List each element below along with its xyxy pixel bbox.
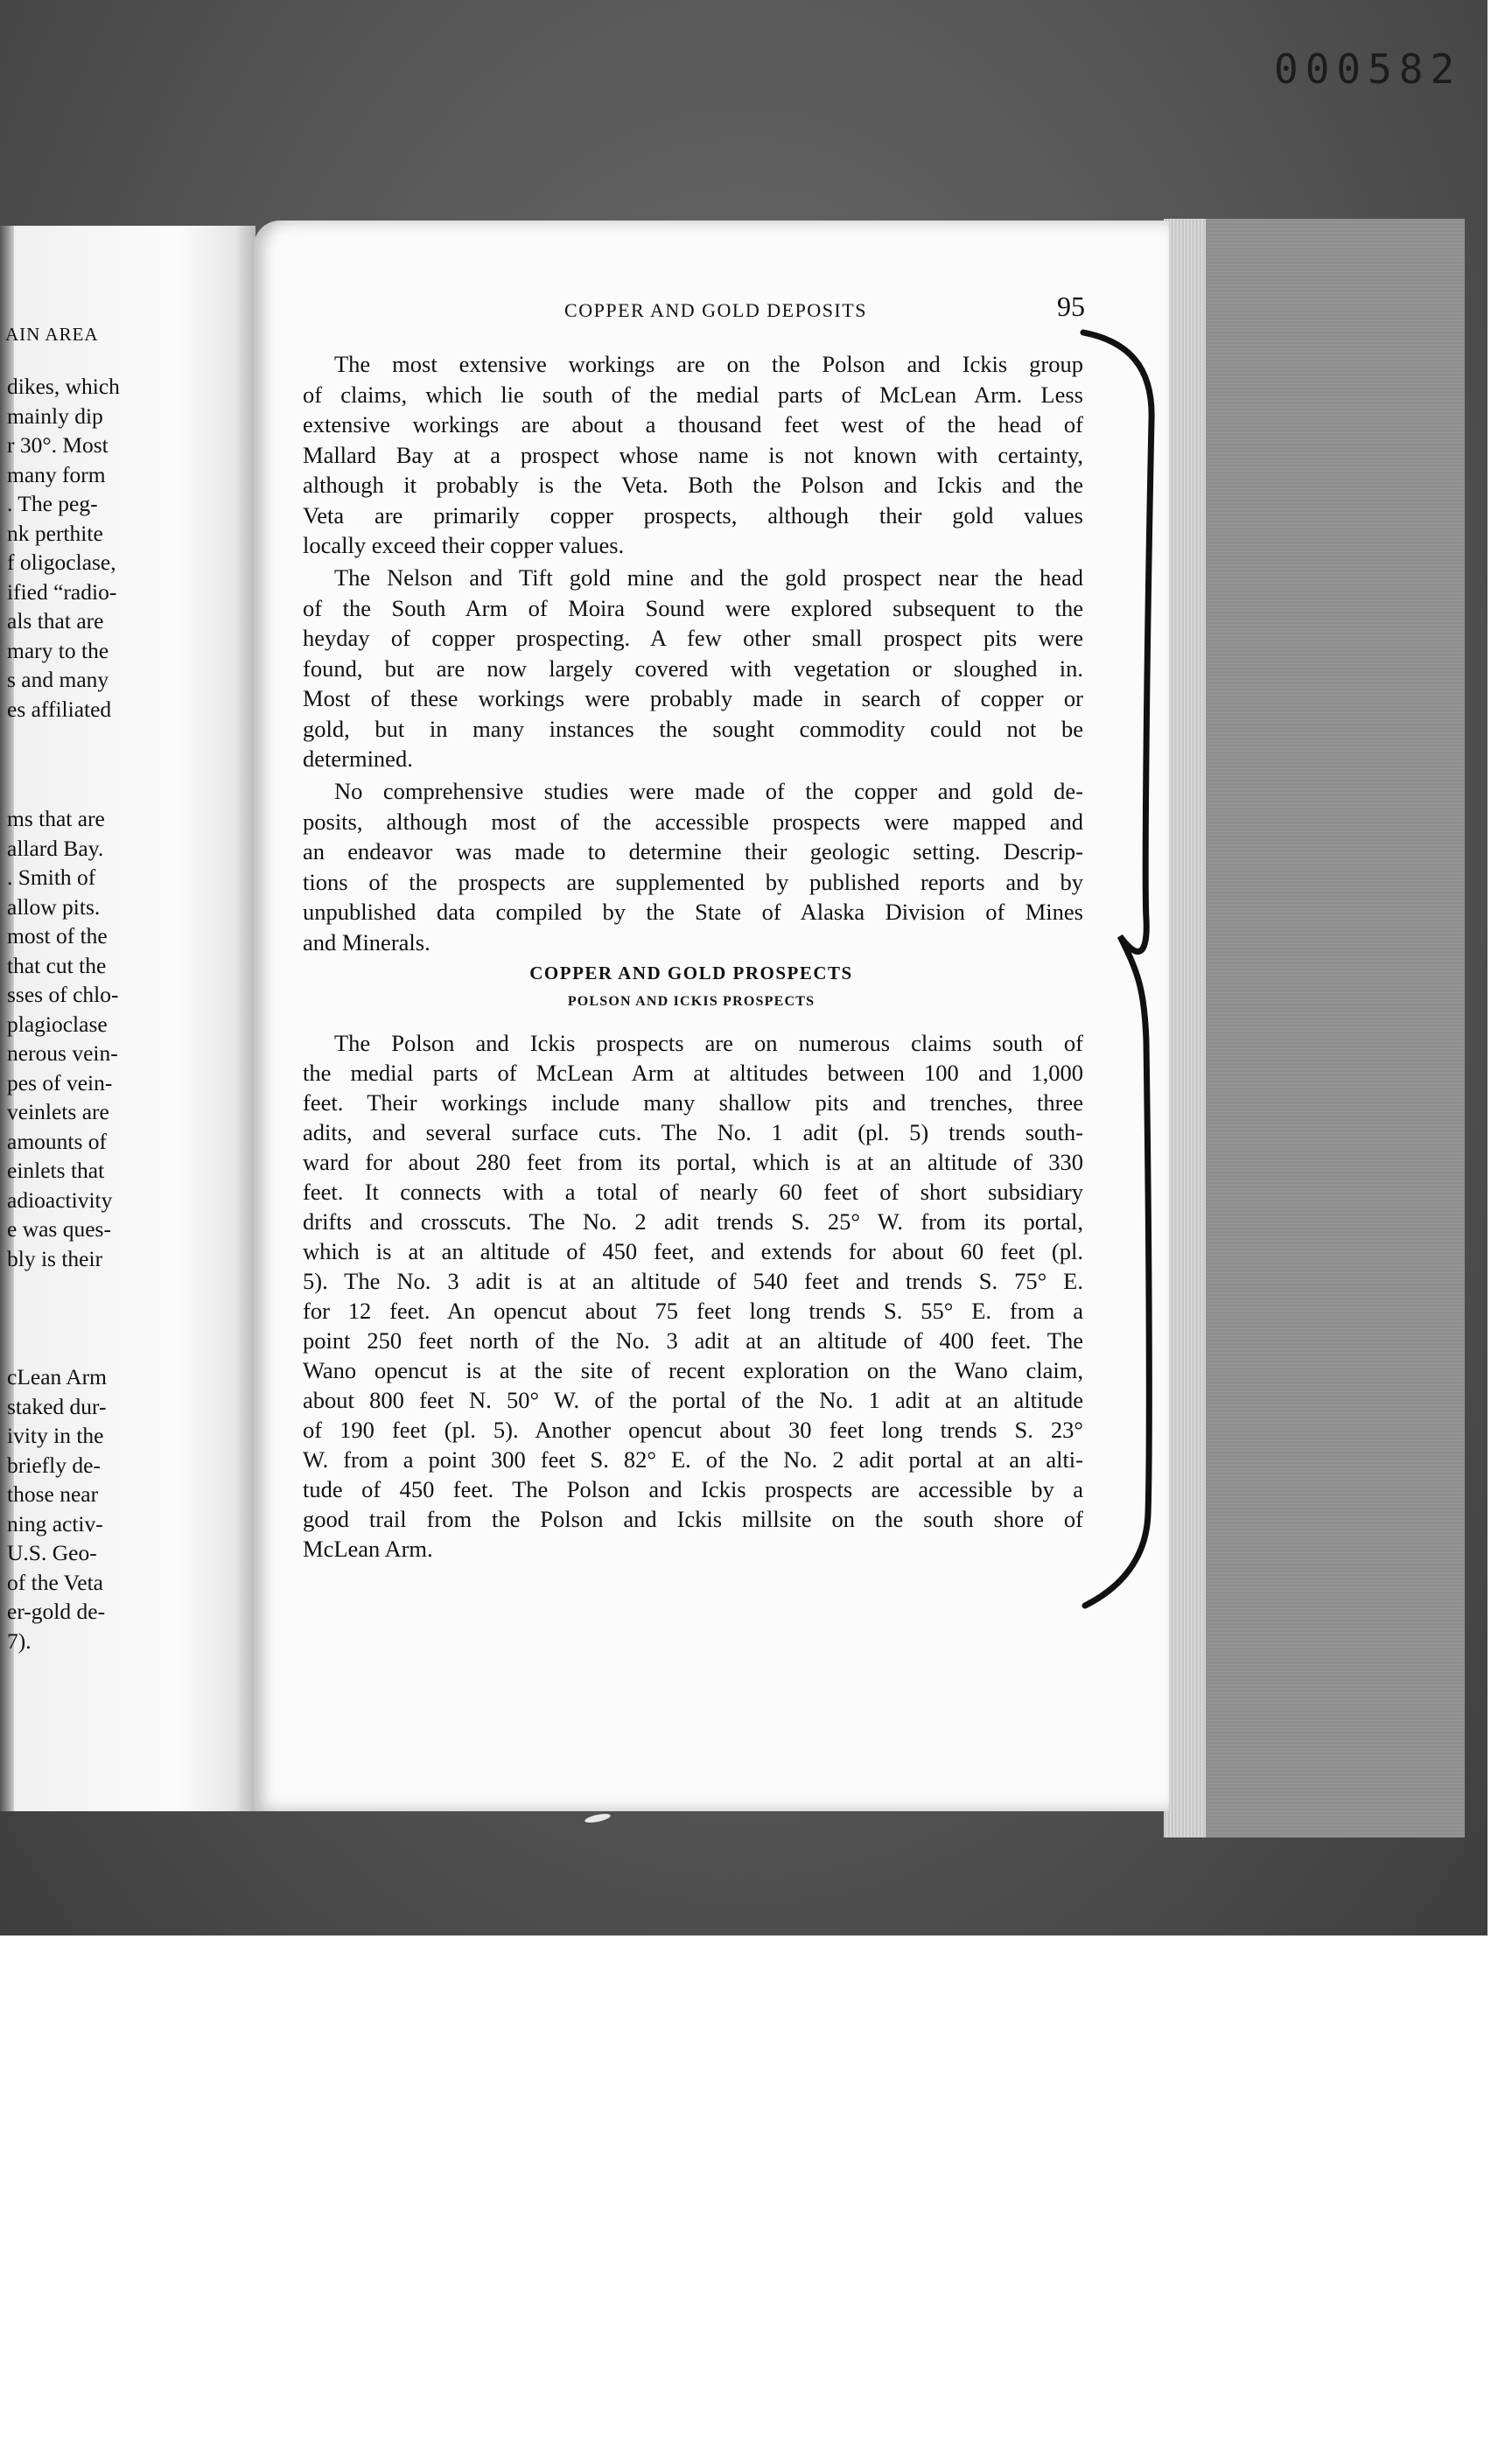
paragraph-line: The Polson and Ickis prospects are on numerous claims south of <box>334 1030 1083 1056</box>
left-page-line: amounts of <box>7 1128 108 1154</box>
paragraph-line: Wano opencut is at the site of recent exploration on the Wano claim, <box>303 1357 1083 1383</box>
left-page-line: staked dur- <box>7 1393 107 1419</box>
paragraph-line: adits, and several surface cuts. The No. 1 adit (pl. 5) trends south- <box>303 1119 1083 1145</box>
paragraph-line: drifts and crosscuts. The No. 2 adit trends S. 25° W. from its portal, <box>303 1208 1083 1235</box>
paragraph-line: feet. Their workings include many shallow pits and trenches, three <box>303 1089 1083 1116</box>
paragraph-line: about 800 feet N. 50° W. of the portal of the No. 1 adit at an altitude <box>303 1387 1083 1413</box>
page-number: 95 <box>1057 290 1085 322</box>
paragraph-line: of the South Arm of Moira Sound were explored subsequent to the <box>303 594 1083 621</box>
paragraph-line: and Minerals. <box>303 928 430 956</box>
paragraph-line: which is at an altitude of 450 feet, and extends for about 60 feet (pl. <box>303 1238 1083 1264</box>
left-page-line: mainly dip <box>7 402 103 429</box>
paragraph-line: of claims, which lie south of the medial parts of McLean Arm. Less <box>303 381 1083 408</box>
left-page-line: ning activ- <box>7 1510 103 1536</box>
left-page-line: adioactivity <box>7 1186 113 1213</box>
paragraph-line: locally exceed their copper values. <box>303 532 625 558</box>
left-page-line: e was ques- <box>7 1216 111 1242</box>
running-header: COPPER AND GOLD DEPOSITS <box>564 299 867 321</box>
left-page-line: einlets that <box>7 1158 105 1183</box>
left-page-line: bly is their <box>7 1245 103 1271</box>
left-page-line: er-gold de- <box>7 1599 106 1624</box>
paragraph-line: McLean Arm. <box>303 1536 433 1562</box>
left-page-line: allow pits. <box>7 893 101 920</box>
paragraph-line: the medial parts of McLean Arm at altitudes between 100 and 1,000 <box>303 1060 1083 1086</box>
paragraph-line: for 12 feet. An opencut about 75 feet long trends S. 55° E. from a <box>303 1298 1083 1324</box>
left-page-line: ivity in the <box>7 1423 104 1448</box>
right-page <box>254 220 1169 1811</box>
left-page-line: nk perthite <box>7 520 103 546</box>
left-page-line: ms that are <box>7 806 105 831</box>
margin-brace-mark <box>1076 324 1172 1619</box>
left-page-line: plagioclase <box>7 1011 108 1037</box>
scan-number: 000582 <box>1274 46 1462 93</box>
left-page-line: s and many <box>7 667 109 692</box>
left-page-line: pes of vein- <box>7 1069 113 1096</box>
left-page-line: sses of chlo- <box>7 982 119 1007</box>
left-page-line: cLean Arm <box>7 1364 107 1390</box>
left-page-line: allard Bay. <box>7 835 104 861</box>
left-page-line: veinlets are <box>7 1099 109 1124</box>
paragraph-line: determined. <box>303 746 413 772</box>
left-page-line: als that are <box>7 608 104 634</box>
paragraph-line: found, but are now largely covered with vegetation or sloughed in. <box>303 654 1083 682</box>
left-page-line: dikes, which <box>7 374 120 399</box>
paragraph-line: extensive workings are about a thousand feet west of the head of <box>303 411 1083 438</box>
paragraph-line: ward for about 280 feet from its portal, which is at an altitude of 330 <box>303 1149 1083 1175</box>
paragraph-line: of 190 feet (pl. 5). Another opencut about 30 feet long trends S. 23° <box>303 1417 1083 1443</box>
left-page <box>0 226 256 1811</box>
paragraph-line: unpublished data compiled by the State of Alaska Division of Mines <box>303 899 1083 925</box>
paragraph-line: gold, but in many instances the sought commodity could not be <box>303 715 1083 742</box>
left-page-line: those near <box>7 1481 99 1507</box>
paragraph-line: although it probably is the Veta. Both the Polson and Ickis and the <box>303 472 1083 498</box>
paragraph-line: point 250 feet north of the No. 3 adit at an altitude of 400 feet. The <box>303 1327 1083 1354</box>
left-page-line: . The peg- <box>7 491 98 516</box>
paragraph-line: Mallard Bay at a prospect whose name is not known with certainty, <box>303 441 1083 468</box>
paragraph-line: 5). The No. 3 adit is at an altitude of 540 feet and trends S. 75° E. <box>303 1268 1083 1294</box>
paragraph-line: good trail from the Polson and Ickis millsite on the south shore of <box>303 1506 1083 1532</box>
left-page-line: r 30°. Most <box>7 432 108 458</box>
left-page-line: of the Veta <box>7 1569 103 1595</box>
left-page-line: many form <box>7 461 106 487</box>
paragraph-line: The most extensive workings are on the Polson and Ickis group <box>334 351 1083 377</box>
left-page-line: most of the <box>7 923 108 948</box>
scan-artifact-mark <box>584 1812 611 1824</box>
subsection-heading: POLSON AND ICKIS PROSPECTS <box>567 994 816 1009</box>
paragraph-line: W. from a point 300 feet S. 82° E. of the No. 2 adit portal at an alti- <box>303 1446 1083 1473</box>
paragraph-line: an endeavor was made to determine their geologic setting. Descrip- <box>303 838 1083 864</box>
left-page-line: briefly de- <box>7 1452 101 1478</box>
left-page-line: es affiliated <box>7 696 112 722</box>
left-page-line: 7). <box>7 1628 32 1654</box>
section-heading: COPPER AND GOLD PROSPECTS <box>529 962 853 984</box>
paragraph-line: feet. It connects with a total of nearly 60 feet of short subsidiary <box>303 1179 1083 1205</box>
paragraph-line: No comprehensive studies were made of the copper and gold de- <box>334 778 1083 804</box>
left-page-line: f oligoclase, <box>7 550 116 575</box>
paragraph-line: posits, although most of the accessible prospects were mapped and <box>303 808 1083 835</box>
paragraph-line: Veta are primarily copper prospects, although their gold values <box>303 501 1083 528</box>
left-page-line: mary to the <box>7 637 109 663</box>
paragraph-line: tude of 450 feet. The Polson and Ickis prospects are accessible by a <box>303 1476 1083 1502</box>
left-page-line: U.S. Geo- <box>7 1540 97 1565</box>
left-page-line: nerous vein- <box>7 1040 118 1066</box>
paragraph-line: heyday of copper prospecting. A few other small prospect pits were <box>303 625 1083 651</box>
paragraph-line: Most of these workings were probably made in search of copper or <box>303 685 1083 711</box>
left-page-line: ified “radio- <box>7 578 117 605</box>
book-back-cover <box>1181 219 1465 1838</box>
paragraph-line: The Nelson and Tift gold mine and the gold prospect near the head <box>334 564 1083 591</box>
paragraph-line: tions of the prospects are supplemented by published reports and by <box>303 868 1083 895</box>
left-page-line: that cut the <box>7 952 107 978</box>
left-page-line: . Smith of <box>7 864 96 890</box>
left-page-running-header: AIN AREA <box>5 324 99 345</box>
